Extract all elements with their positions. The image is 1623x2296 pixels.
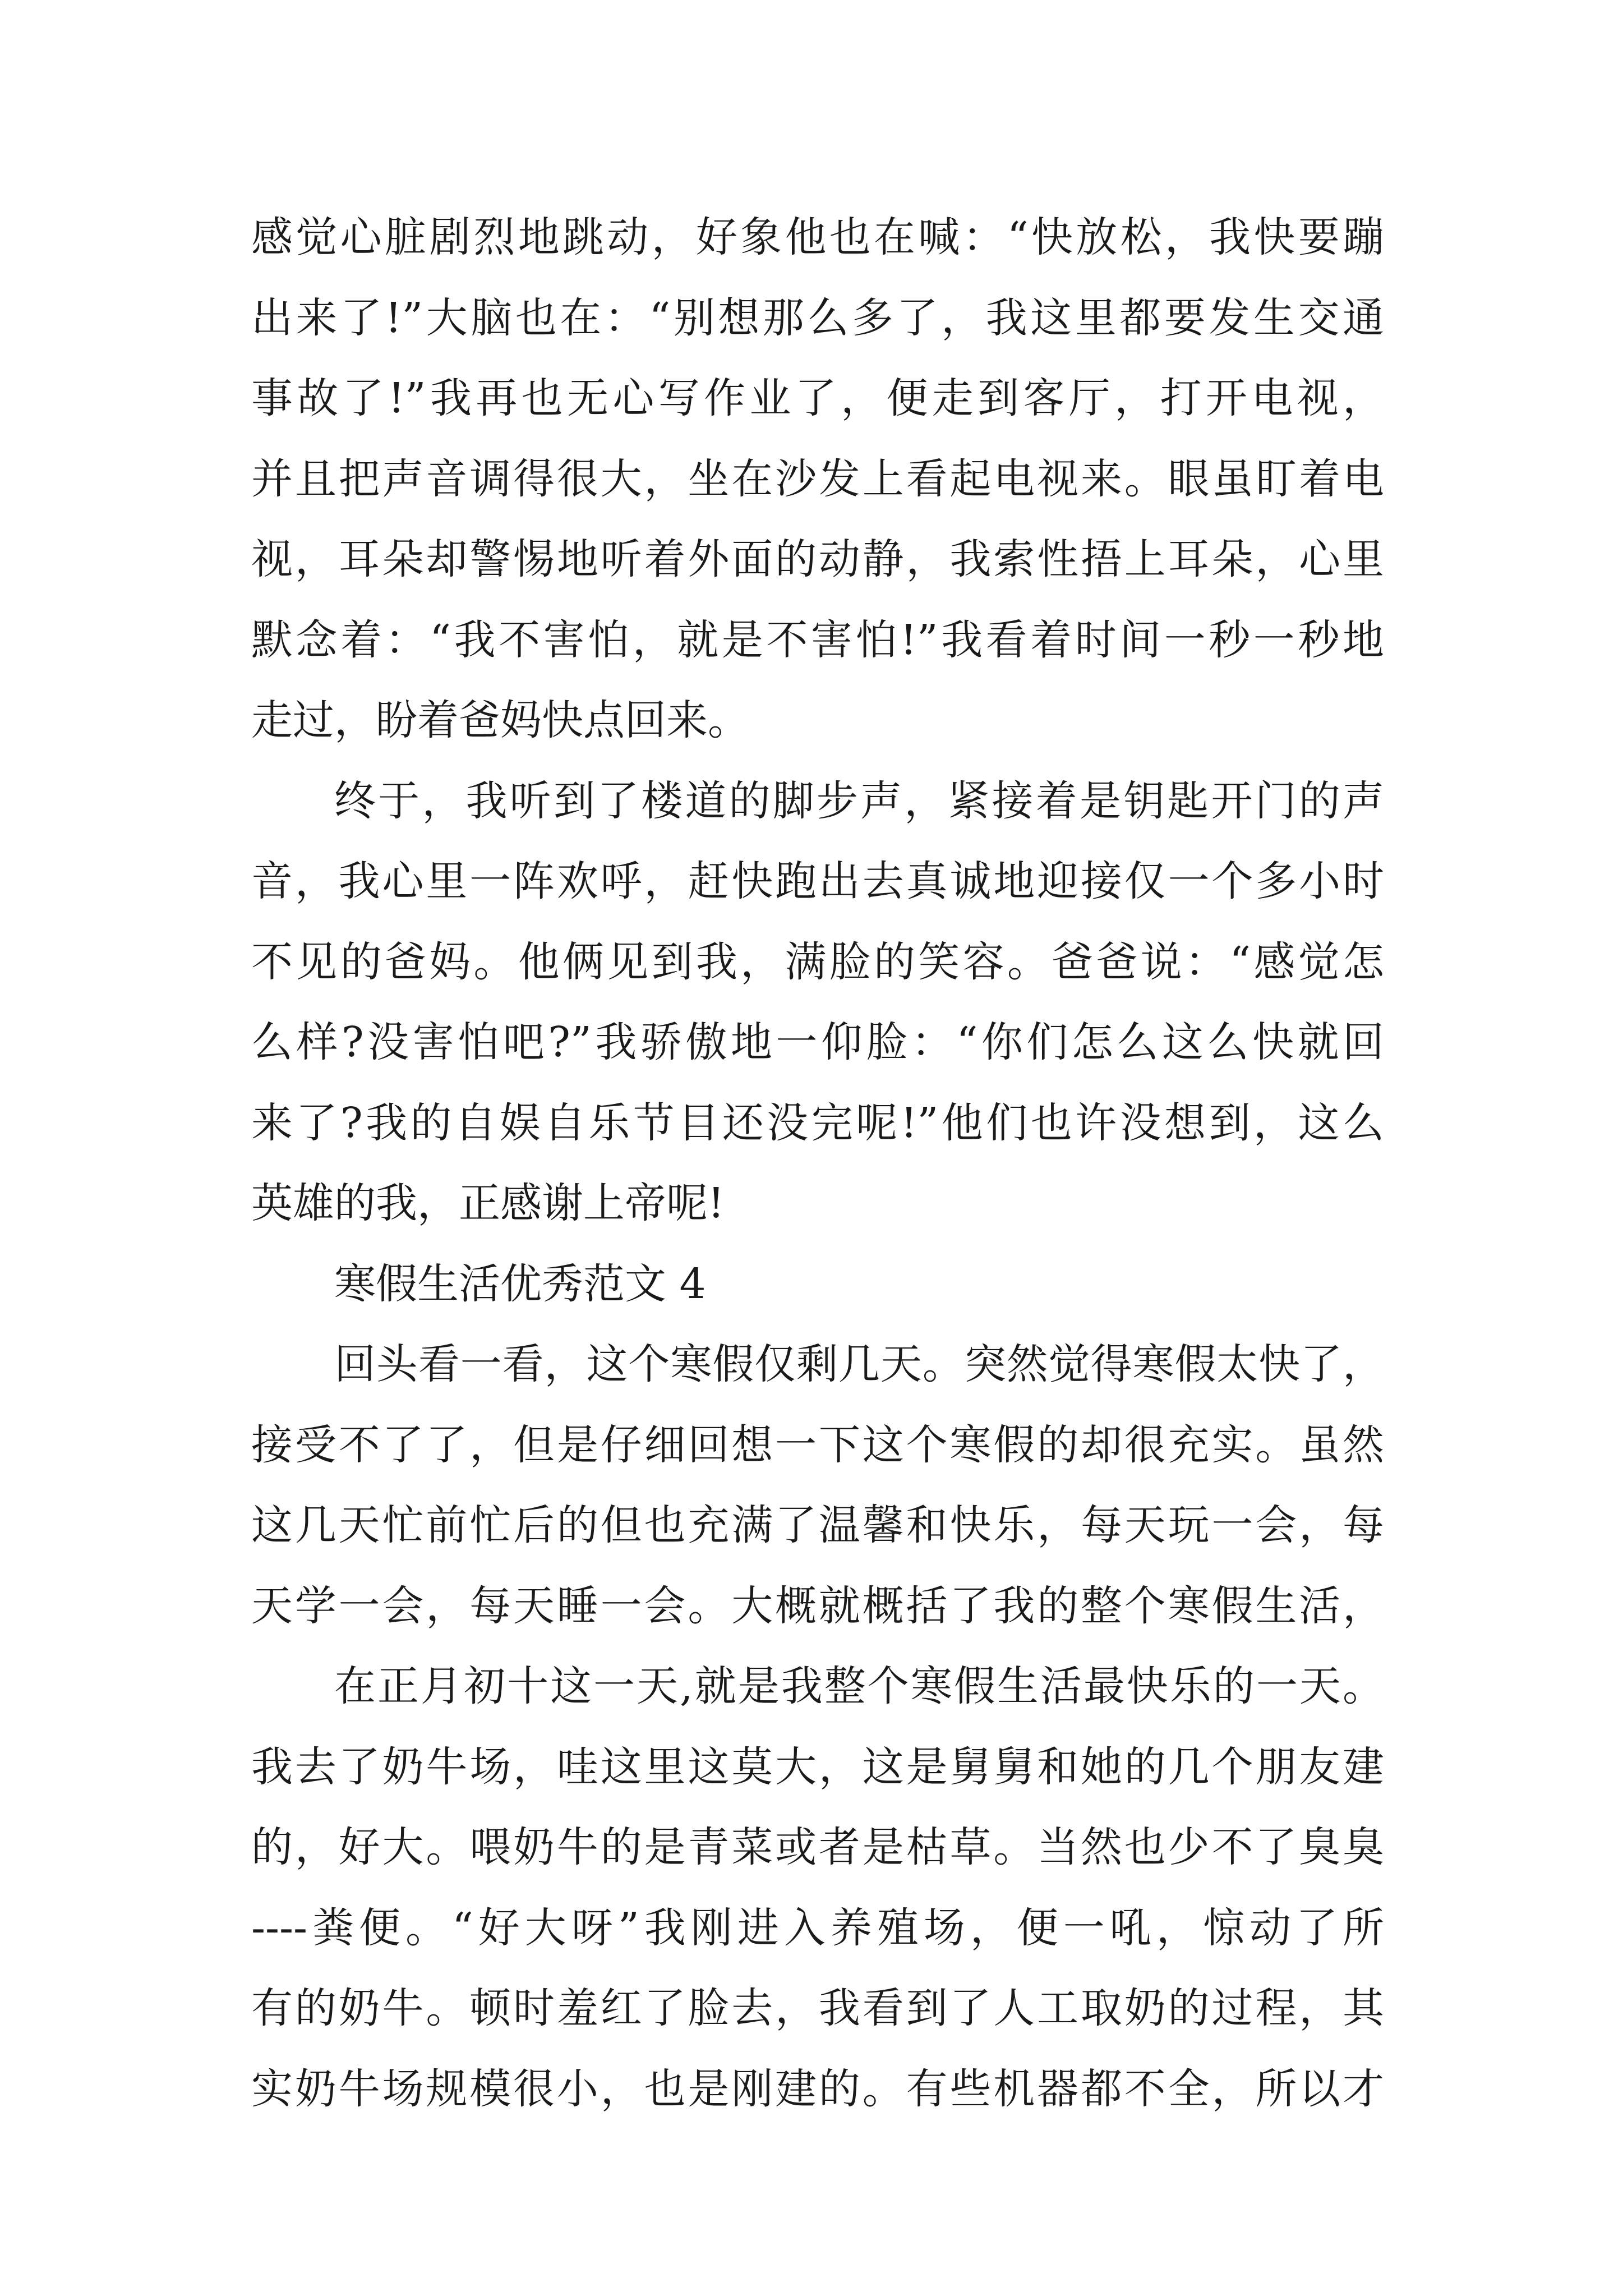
text-line: 视，耳朵却警惕地听着外面的动静，我索性捂上耳朵，心里: [251, 535, 1384, 583]
text-line: 有的奶牛。顿时羞红了脸去，我看到了人工取奶的过程，其: [251, 1984, 1384, 2032]
text-line: 走过，盼着爸妈快点回来。: [251, 696, 749, 744]
text-line: 终于，我听到了楼道的脚步声，紧接着是钥匙开门的声: [334, 776, 1384, 825]
text-line: 在正月初十这一天,就是我整个寒假生活最快乐的一天。: [334, 1662, 1384, 1710]
text-line: 英雄的我，正感谢上帝呢!: [251, 1179, 725, 1227]
text-line: 音，我心里一阵欢呼，赶快跑出去真诚地迎接仅一个多小时: [251, 857, 1384, 905]
text-line: 不见的爸妈。他俩见到我，满脸的笑容。爸爸说：“感觉怎: [251, 937, 1384, 986]
text-line: 的，好大。喂奶牛的是青菜或者是枯草。当然也少不了臭臭: [251, 1823, 1384, 1871]
document-body: [251, 197, 1384, 2129]
text-line: 来了?我的自娱自乐节目还没完呢!”他们也许没想到，这么: [251, 1098, 1384, 1147]
text-line: ----粪便。“好大呀”我刚进入养殖场，便一吼，惊动了所: [251, 1903, 1384, 1952]
text-line: 默念着：“我不害怕，就是不害怕!”我看着时间一秒一秒地: [251, 615, 1384, 664]
text-line: 我去了奶牛场，哇这里这莫大，这是舅舅和她的几个朋友建: [251, 1742, 1384, 1791]
text-line: 实奶牛场规模很小，也是刚建的。有些机器都不全，所以才: [251, 2064, 1384, 2113]
text-line: 么样?没害怕吧?”我骄傲地一仰脸：“你们怎么这么快就回: [251, 1018, 1384, 1066]
text-line: 这几天忙前忙后的但也充满了温馨和快乐，每天玩一会，每: [251, 1501, 1384, 1549]
text-line: 回头看一看，这个寒假仅剩几天。突然觉得寒假太快了，: [334, 1340, 1384, 1388]
text-line: 事故了!”我再也无心写作业了，便走到客厅，打开电视，: [251, 374, 1384, 422]
text-line: 并且把声音调得很大，坐在沙发上看起电视来。眼虽盯着电: [251, 454, 1384, 503]
text-line: 接受不了了，但是仔细回想一下这个寒假的却很充实。虽然: [251, 1420, 1384, 1469]
text-line: 感觉心脏剧烈地跳动，好象他也在喊：“快放松，我快要蹦: [251, 213, 1384, 261]
text-line: 出来了!”大脑也在：“别想那么多了，我这里都要发生交通: [251, 293, 1384, 342]
text-line: 天学一会，每天睡一会。大概就概括了我的整个寒假生活，: [251, 1581, 1384, 1630]
section-heading: 寒假生活优秀范文 4: [334, 1259, 706, 1308]
